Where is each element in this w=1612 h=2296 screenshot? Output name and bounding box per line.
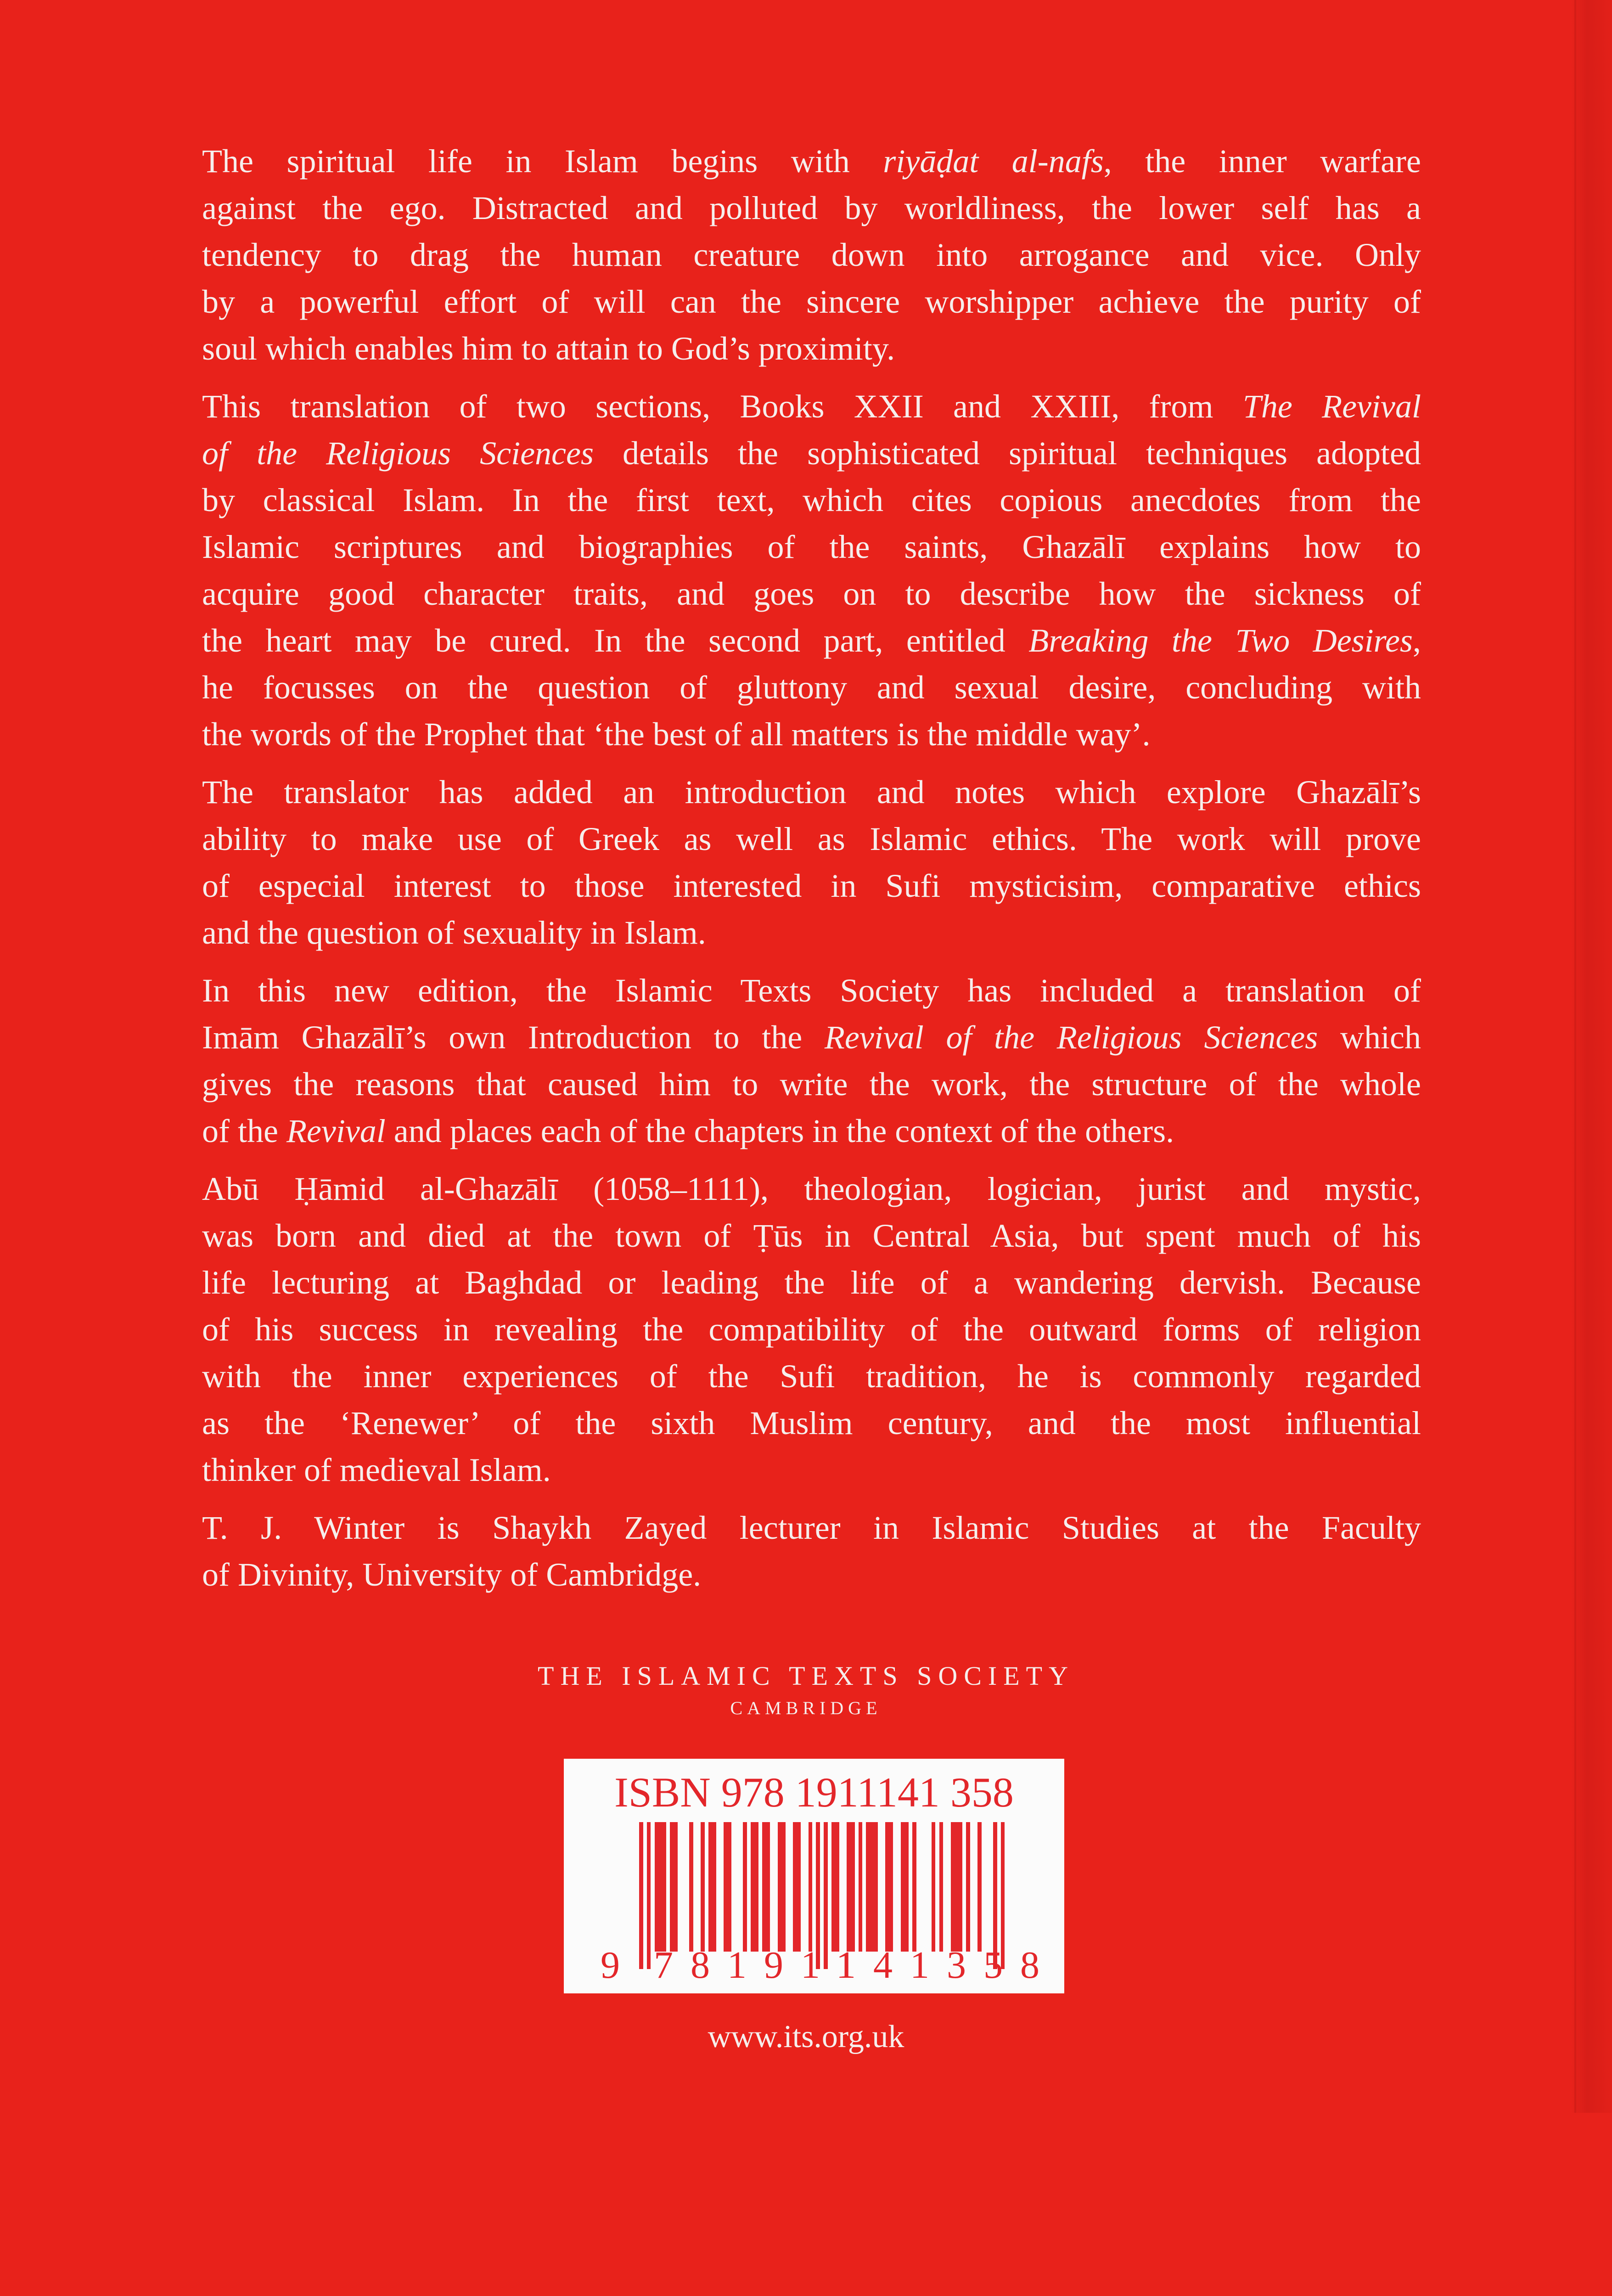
text-segment: soul which enables him to attain to God’s proximity. <box>202 330 895 367</box>
blurb-paragraph <box>202 383 1421 758</box>
barcode-bar <box>809 1822 813 1952</box>
text-segment: the words of the Prophet that ‘the best of all matters is the middle way’. <box>202 716 1151 753</box>
publisher-name: THE ISLAMIC TEXTS SOCIETY <box>538 1661 1074 1691</box>
barcode-bar <box>766 1822 770 1952</box>
barcode-bar <box>966 1822 970 1952</box>
text-segment: details the sophisticated spiritual techniques adopted <box>593 435 1421 472</box>
barcode-bar <box>870 1822 874 1952</box>
blurb-paragraph <box>202 967 1421 1154</box>
blurb-paragraph <box>202 769 1421 956</box>
text-line <box>202 1353 1421 1400</box>
text-line <box>202 862 1421 909</box>
barcode-bar <box>662 1822 666 1952</box>
text-segment: Abū Ḥāmid al-Ghazālī (1058–1111), theologian, logician, jurist and mystic, <box>202 1171 1421 1207</box>
text-segment: life lecturing at Baghdad or leading the life of a wandering dervish. Because <box>202 1264 1421 1301</box>
text-segment: T. J. Winter is Shaykh Zayed lecturer in Islamic Studies at the Faculty <box>202 1509 1421 1546</box>
text-segment: tendency to drag the human creature down into arrogance and vice. Only <box>202 236 1421 273</box>
barcode-left-digits: 781911 <box>654 1944 873 1986</box>
text-line <box>202 1108 1421 1154</box>
barcode-bar <box>859 1822 863 1952</box>
text-line <box>202 523 1421 570</box>
text-segment: he focusses on the question of gluttony and sexual desire, concluding with <box>202 669 1421 706</box>
text-segment: of his success in revealing the compatibility of the outward forms of religion <box>202 1311 1421 1348</box>
text-line <box>202 711 1421 758</box>
text-line <box>202 769 1421 816</box>
barcode-bar <box>866 1822 870 1952</box>
italic-title-text: of the Religious Sciences <box>202 435 594 472</box>
text-segment: , <box>1413 622 1421 659</box>
text-line <box>202 1504 1421 1551</box>
text-line <box>202 1400 1421 1446</box>
barcode-bar <box>955 1822 959 1952</box>
text-line <box>202 1551 1421 1598</box>
text-segment: gives the reasons that caused him to write the work, the structure of the whole <box>202 1066 1421 1103</box>
text-segment: In this new edition, the Islamic Texts Society has included a translation of <box>202 972 1421 1009</box>
barcode-bar <box>754 1822 758 1952</box>
barcode-bar <box>951 1822 955 1952</box>
text-line <box>202 278 1421 325</box>
barcode-bar <box>701 1822 705 1952</box>
text-segment: ability to make use of Greek as well as Islamic ethics. The work will prove <box>202 821 1421 857</box>
barcode-bar <box>708 1822 713 1952</box>
text-line <box>202 138 1421 185</box>
barcode-bar <box>874 1822 878 1952</box>
text-line <box>202 477 1421 523</box>
barcode-bar <box>689 1822 693 1952</box>
blurb-paragraph <box>202 1504 1421 1598</box>
barcode-guard-bar <box>639 1822 643 1969</box>
barcode-bar <box>712 1822 716 1952</box>
barcode-bar <box>932 1822 936 1952</box>
text-segment: thinker of medieval Islam. <box>202 1452 551 1488</box>
text-segment: acquire good character traits, and goes on to describe how the sickness of <box>202 575 1421 612</box>
text-segment: by a powerful effort of will can the sincere worshipper achieve the purity of <box>202 283 1421 320</box>
isbn-label: ISBN 978 1911141 358 <box>614 1769 1014 1816</box>
barcode-bar <box>831 1822 836 1952</box>
text-segment: which <box>1318 1019 1421 1056</box>
text-line <box>202 185 1421 231</box>
text-segment: was born and died at the town of Ṭūs in Central Asia, but spent much of his <box>202 1217 1421 1254</box>
barcode-bar <box>901 1822 905 1952</box>
barcode-bar <box>751 1822 755 1952</box>
spine-fold-line <box>1574 0 1576 2113</box>
text-segment: Islamic scriptures and biographies of the saints, Ghazālī explains how to <box>202 529 1421 565</box>
text-segment: and the question of sexuality in Islam. <box>202 914 706 951</box>
text-line <box>202 1165 1421 1212</box>
text-line <box>202 1212 1421 1259</box>
italic-title-text: The Revival <box>1242 388 1421 425</box>
barcode-bar <box>655 1822 659 1952</box>
barcode-bar <box>778 1822 782 1952</box>
italic-title-text: Revival of the Religious Sciences <box>824 1019 1318 1056</box>
italic-title-text: Breaking the Two Desires <box>1028 622 1413 659</box>
barcode-guard-bar <box>647 1822 651 1969</box>
barcode-bar <box>958 1822 962 1952</box>
italic-title-text: riyāḍat al-nafs <box>883 143 1104 180</box>
website-url: www.its.org.uk <box>708 2019 904 2054</box>
barcode-bar <box>728 1822 732 1952</box>
text-line <box>202 1061 1421 1108</box>
italic-title-text: Revival <box>286 1113 386 1149</box>
barcode-bar <box>939 1822 944 1952</box>
blurb-paragraph <box>202 138 1421 372</box>
text-line <box>202 617 1421 664</box>
blurb-paragraph <box>202 1165 1421 1493</box>
text-line <box>202 1446 1421 1493</box>
barcode-bar <box>835 1822 839 1952</box>
text-segment: , the inner warfare <box>1103 143 1421 180</box>
barcode-bar <box>889 1822 893 1952</box>
barcode-bar <box>670 1822 674 1952</box>
barcode-bar <box>658 1822 663 1952</box>
text-line <box>202 383 1421 430</box>
text-segment: of Divinity, University of Cambridge. <box>202 1556 702 1593</box>
text-line <box>202 909 1421 956</box>
text-line <box>202 231 1421 278</box>
text-segment: The spiritual life in Islam begins with <box>202 143 883 180</box>
barcode-bar <box>885 1822 889 1952</box>
text-segment: The translator has added an introduction and notes which explore Ghazālī’s <box>202 774 1421 810</box>
text-line <box>202 1014 1421 1061</box>
text-segment: of the <box>202 1113 286 1149</box>
spine-edge <box>1571 0 1612 2113</box>
text-segment: This translation of two sections, Books XXII and XXIII, from <box>202 388 1243 425</box>
publisher-imprint <box>0 1658 1612 1722</box>
text-segment: as the ‘Renewer’ of the sixth Muslim century, and the most influential <box>202 1405 1421 1441</box>
barcode-bar <box>847 1822 851 1952</box>
barcode-bar <box>674 1822 678 1952</box>
barcode-bar <box>724 1822 728 1952</box>
text-line <box>202 816 1421 862</box>
barcode-bar <box>797 1822 801 1952</box>
barcode-bar <box>904 1822 909 1952</box>
text-segment: of especial interest to those interested in Sufi mysticisim, comparative ethics <box>202 867 1421 904</box>
barcode-bar <box>793 1822 797 1952</box>
text-line <box>202 1259 1421 1306</box>
text-segment: and places each of the chapters in the context of the others. <box>385 1113 1174 1149</box>
text-segment: by classical Islam. In the first text, which cites copious anecdotes from the <box>202 482 1421 518</box>
barcode-bar <box>743 1822 747 1952</box>
barcode-bar <box>977 1822 982 1952</box>
text-line <box>202 430 1421 477</box>
text-segment: Imām Ghazālī’s own Introduction to the <box>202 1019 825 1056</box>
text-line <box>202 325 1421 372</box>
text-line <box>202 570 1421 617</box>
isbn-barcode <box>564 1759 1064 1993</box>
barcode-bar <box>781 1822 786 1952</box>
text-line <box>202 967 1421 1014</box>
text-line <box>202 1306 1421 1353</box>
text-segment: with the inner experiences of the Sufi tradition, he is commonly regarded <box>202 1358 1421 1395</box>
barcode-bar <box>912 1822 916 1952</box>
text-line <box>202 664 1421 711</box>
barcode-right-digits: 141358 <box>837 1944 1057 1986</box>
barcode-bar <box>762 1822 766 1952</box>
text-segment: the heart may be cured. In the second part, entitled <box>202 622 1029 659</box>
cover-blurb <box>202 138 1421 1598</box>
text-segment: against the ego. Distracted and polluted by worldliness, the lower self has a <box>202 190 1421 226</box>
barcode-bar <box>851 1822 855 1952</box>
barcode-first-digit: 9 <box>601 1944 637 1986</box>
publisher-city: CAMBRIDGE <box>730 1698 882 1718</box>
